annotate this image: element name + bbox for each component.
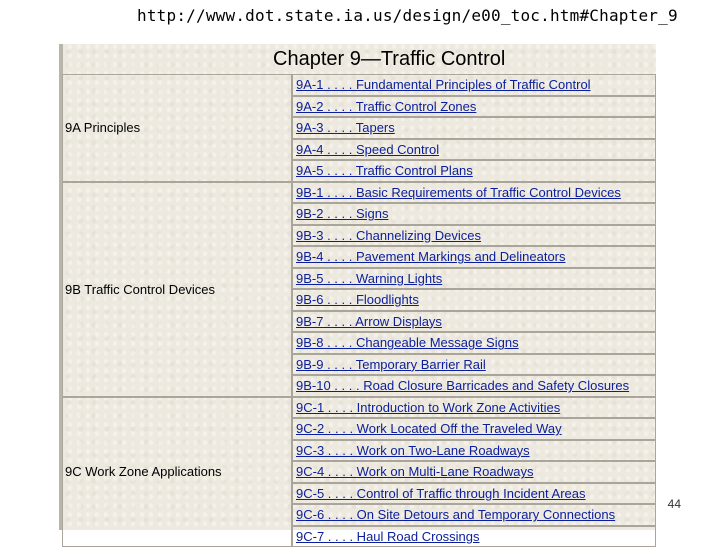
toc-entry-cell (292, 483, 656, 505)
toc-entry-link[interactable]: 9A-1 . . . . Fundamental Principles of Traffic Control (293, 75, 655, 94)
section-label: 9A Principles (62, 74, 292, 182)
toc-entry-link[interactable]: 9C-4 . . . . Work on Multi-Lane Roadways (293, 462, 655, 481)
toc-entry-link[interactable]: 9B-6 . . . . Floodlights (293, 290, 655, 309)
toc-entry-link[interactable]: 9C-1 . . . . Introduction to Work Zone Activities (293, 398, 655, 417)
toc-entry-cell (292, 397, 656, 419)
toc-entry-cell (292, 418, 656, 440)
toc-entry-cell (292, 246, 656, 268)
url-text: http://www.dot.state.ia.us/design/e00_toc.htm#Chapter_9 (137, 6, 657, 32)
toc-entry-cell (292, 440, 656, 462)
toc-entry-link[interactable]: 9C-7 . . . . Haul Road Crossings (293, 527, 655, 546)
toc-row (62, 182, 656, 204)
toc-entry-cell (292, 526, 656, 547)
page-number: 44 (659, 497, 681, 513)
toc-entry-cell (292, 96, 656, 118)
toc-entry-cell (292, 74, 656, 96)
toc-row (62, 74, 656, 96)
chapter-title: Chapter 9—Traffic Control (273, 48, 573, 74)
toc-entry-cell (292, 375, 656, 397)
toc-entry-link[interactable]: 9A-3 . . . . Tapers (293, 118, 655, 137)
toc-entry-cell (292, 332, 656, 354)
toc-entry-cell (292, 461, 656, 483)
toc-entry-cell (292, 289, 656, 311)
toc-entry-cell (292, 203, 656, 225)
toc-entry-link[interactable]: 9A-5 . . . . Traffic Control Plans (293, 161, 655, 180)
toc-entry-link[interactable]: 9A-4 . . . . Speed Control (293, 140, 655, 159)
toc-entry-cell (292, 504, 656, 526)
toc-entry-link[interactable]: 9B-5 . . . . Warning Lights (293, 269, 655, 288)
toc-entry-cell (292, 268, 656, 290)
toc-entry-cell (292, 160, 656, 182)
toc-row (62, 397, 656, 419)
toc-screenshot (59, 44, 656, 530)
toc-entry-link[interactable]: 9B-3 . . . . Channelizing Devices (293, 226, 655, 245)
toc-entry-link[interactable]: 9C-5 . . . . Control of Traffic through Incident Areas (293, 484, 655, 503)
toc-entry-cell (292, 139, 656, 161)
toc-entry-link[interactable]: 9C-3 . . . . Work on Two-Lane Roadways (293, 441, 655, 460)
toc-entry-cell (292, 117, 656, 139)
toc-entry-link[interactable]: 9B-1 . . . . Basic Requirements of Traffic Control Devices (293, 183, 655, 202)
toc-entry-cell (292, 225, 656, 247)
toc-table (62, 74, 656, 547)
toc-entry-link[interactable]: 9B-7 . . . . Arrow Displays (293, 312, 655, 331)
toc-entry-link[interactable]: 9B-9 . . . . Temporary Barrier Rail (293, 355, 655, 374)
section-label: 9C Work Zone Applications (62, 397, 292, 547)
toc-entry-cell (292, 182, 656, 204)
toc-entry-link[interactable]: 9B-10 . . . . Road Closure Barricades and Safety Closures (293, 376, 655, 395)
toc-entry-cell (292, 311, 656, 333)
toc-entry-link[interactable]: 9B-2 . . . . Signs (293, 204, 655, 223)
toc-entry-link[interactable]: 9A-2 . . . . Traffic Control Zones (293, 97, 655, 116)
toc-entry-cell (292, 354, 656, 376)
toc-entry-link[interactable]: 9B-4 . . . . Pavement Markings and Delineators (293, 247, 655, 266)
toc-entry-link[interactable]: 9B-8 . . . . Changeable Message Signs (293, 333, 655, 352)
section-label: 9B Traffic Control Devices (62, 182, 292, 397)
toc-entry-link[interactable]: 9C-2 . . . . Work Located Off the Traveled Way (293, 419, 655, 438)
toc-entry-link[interactable]: 9C-6 . . . . On Site Detours and Temporary Connections (293, 505, 655, 524)
